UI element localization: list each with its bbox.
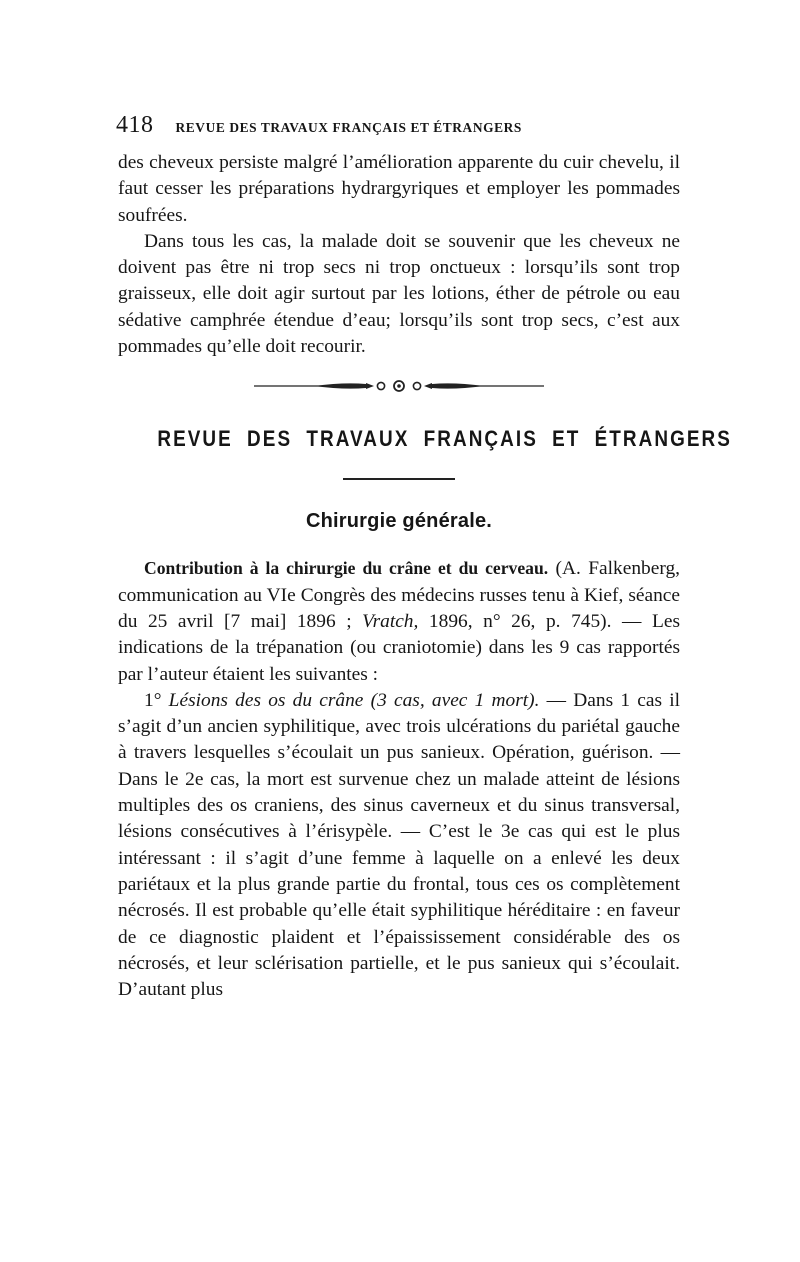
section-subheading: Chirurgie générale. [305,510,493,533]
advice-paragraph: Dans tous les cas, la malade doit se souvenir que les cheveux ne doivent pas être ni trop secs ni trop onctueux : lorsqu’ils sont trop graisseux, elle doit agir surtout par les lotions, éther de pétrole ou eau sédative camphrée étendue d’eau; lorsqu’ils sont trop secs, c’est aux pommades qu’elle doit recourir. [118,230,680,358]
heading-rule [343,478,455,480]
article [118,555,680,1003]
article-intro [118,555,680,687]
item-number: 1° [144,689,162,711]
book-page [116,112,732,1003]
section-heading: REVUE DES TRAVAUX FRANÇAIS ET ÉTRANGERS [157,426,732,452]
running-head [116,112,680,150]
page-number: 418 [116,112,154,138]
journal-name: Vratch, [362,610,419,632]
list-item [118,688,680,1004]
item-text: — Dans 1 cas il s’agit d’un ancien syphilitique, avec trois ulcérations du pariétal gauche à travers lesquelles s’écoulait un pus sanieux. Opération, guérison. — Dans le 2e cas, la mort est survenue chez un malade atteint de lésions multiples des os craniens, des sinus caverneux et du sinus transversal, lésions consécutives à l’érisypèle. — C’est le 3e cas qui est le plus intéressant : il s’agit d’une femme à laquelle on a enlevé les deux pariétaux et la plus grande partie du frontal, tous ces os complètement nécrosés. Il est probable qu’elle était syphilitique héréditaire : en faveur de ce diagnostic plaident et l’épaississement considérable des os nécrosés, et leur sclérisation partielle, et le pus sanieux qui s’écoulait. D’autant plus [118,689,680,1001]
item-title: Lésions des os du crâne (3 cas, avec 1 mort). [168,689,540,711]
continuation-paragraph: des cheveux persiste malgré l’amélioration apparente du cuir chevelu, il faut cesser les préparations hydrargyriques et employer les pommades soufrées. [118,152,680,226]
ornament-divider [254,376,544,396]
running-title: REVUE DES TRAVAUX FRANÇAIS ET ÉTRANGERS [175,120,522,135]
article-citation: (A. Falkenberg, communication au VIe Congrès des médecins russes tenu à Kief, séance du 25 avril [7 mai] 1896 ; [118,558,680,632]
article-title: Contribution à la chirurgie du crâne et du cerveau. [144,558,549,579]
article-intro-tail: 1896, n° 26, p. 745). — Les indications de la trépanation (ou craniotomie) dans les 9 cas rapportés par l’auteur étaient les suivantes : [118,610,680,685]
